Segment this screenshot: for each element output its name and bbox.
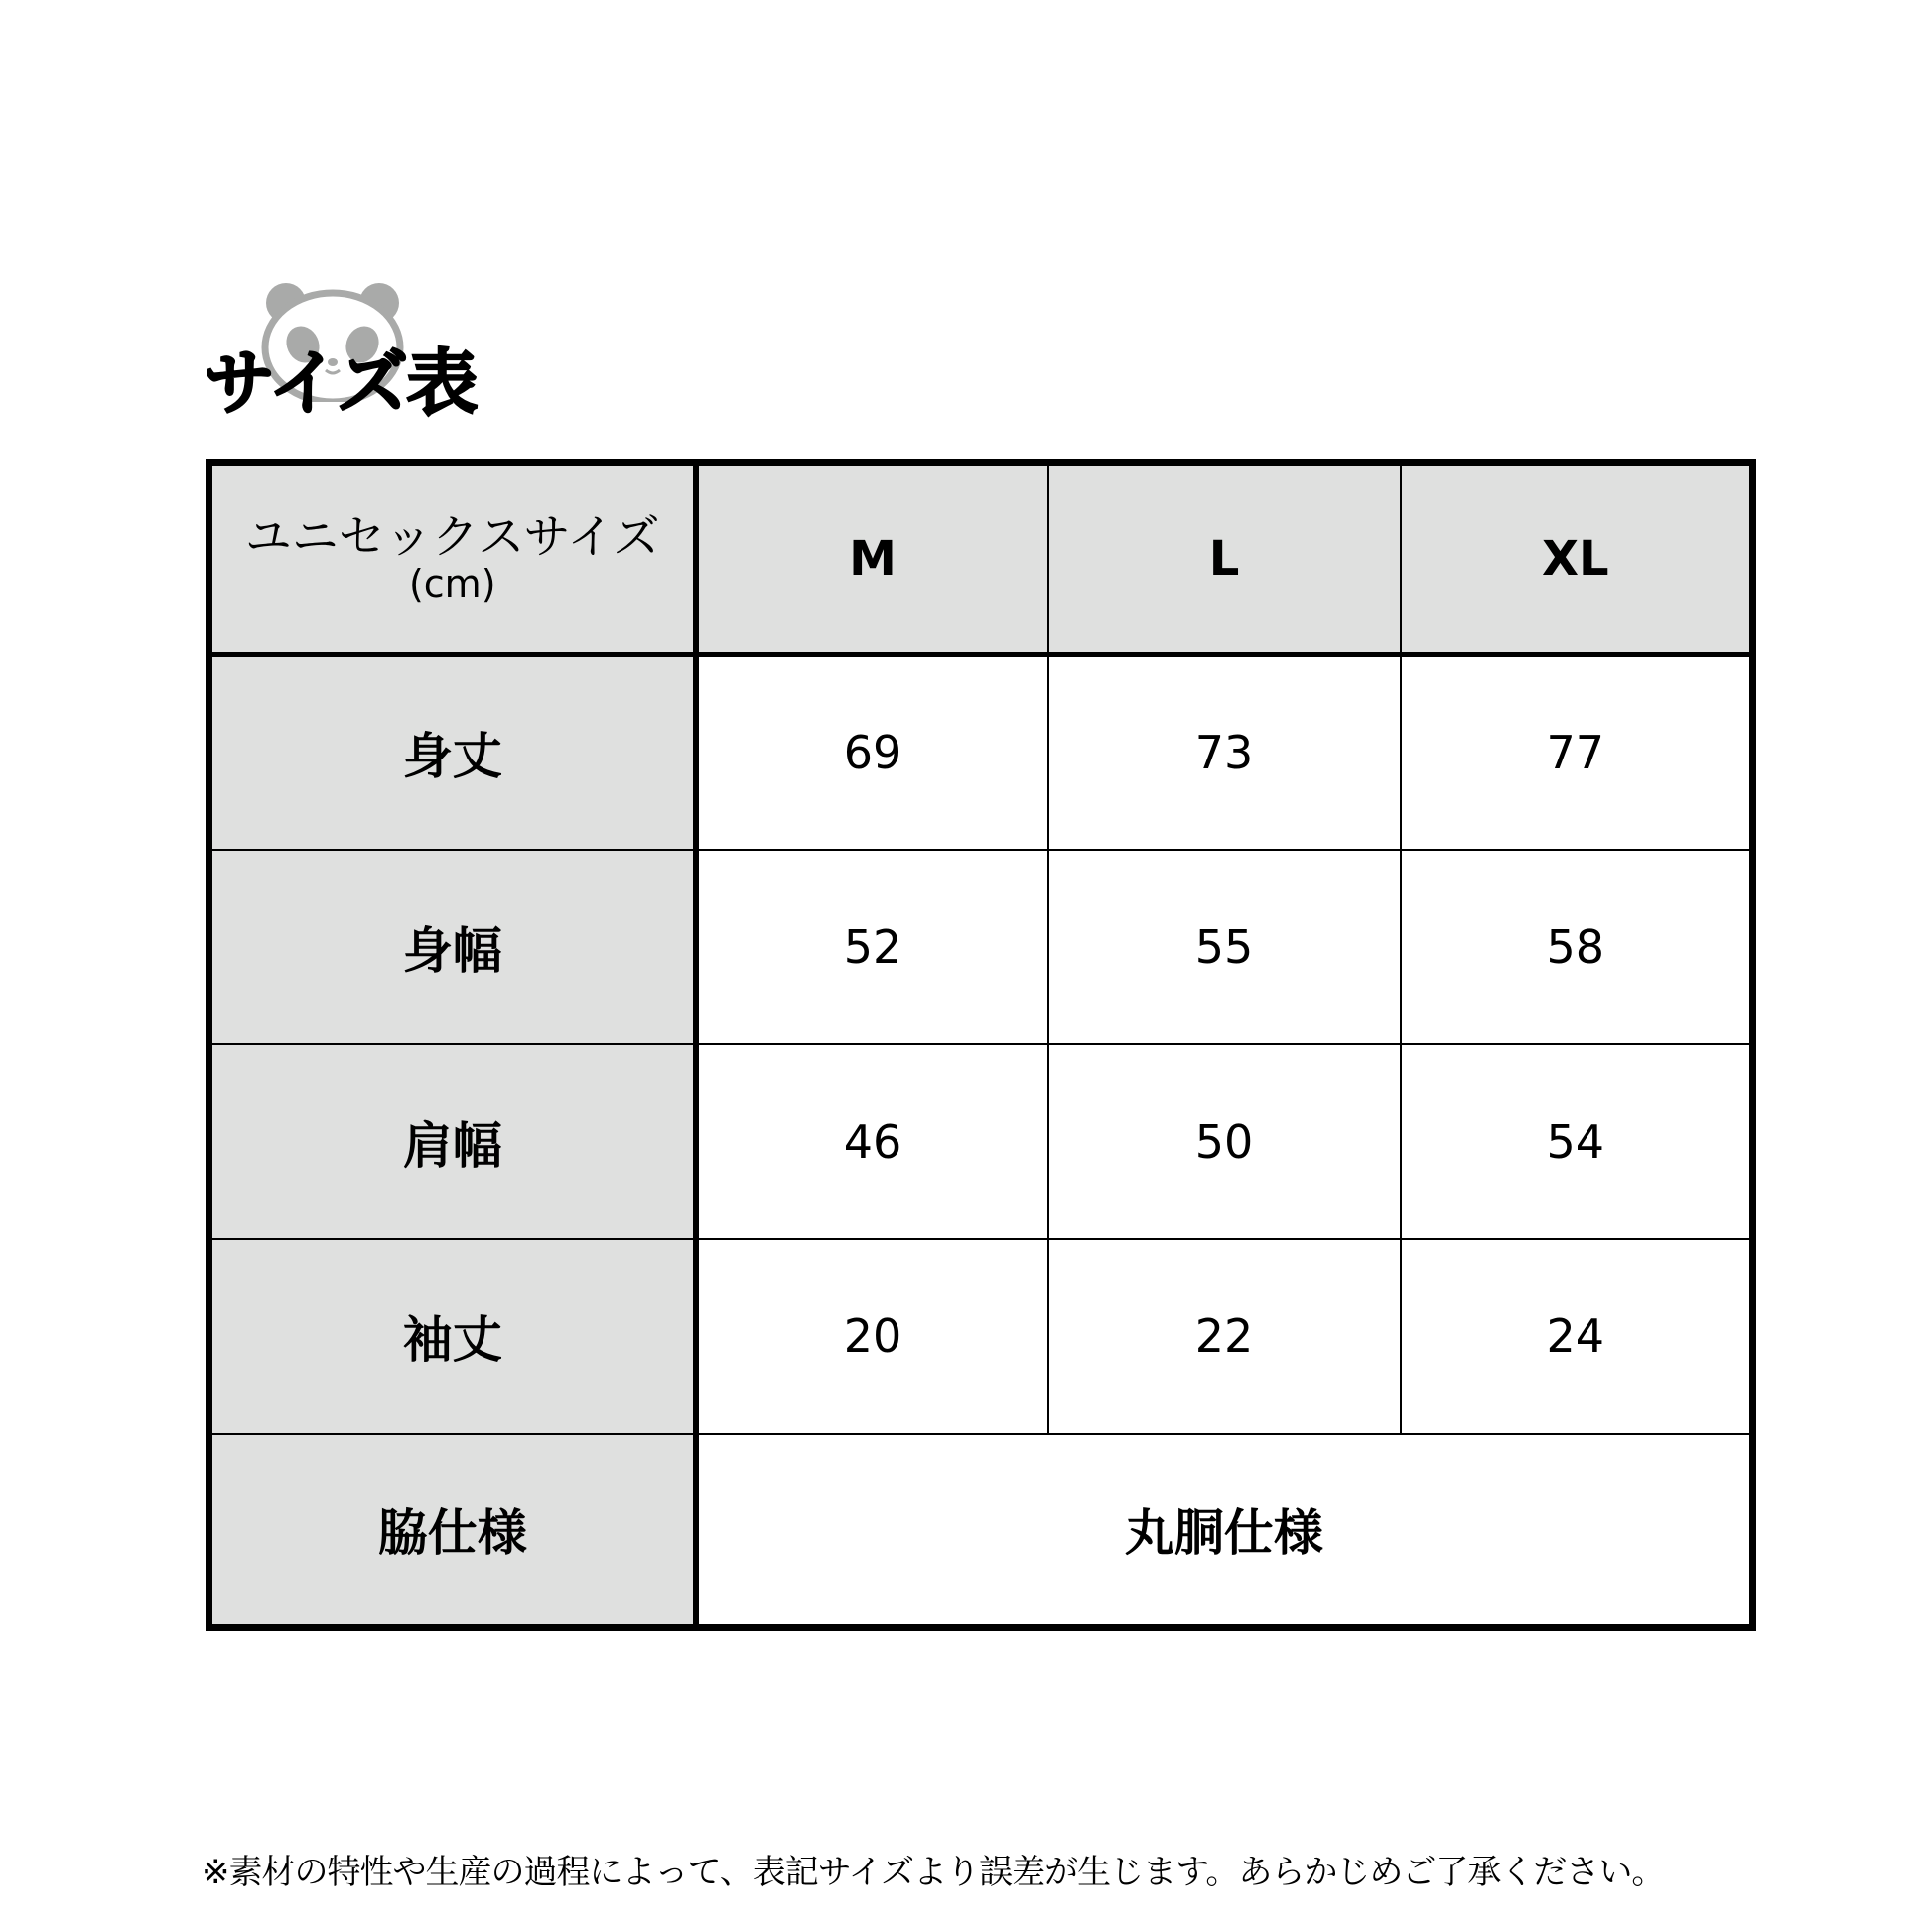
row-label: 肩幅 xyxy=(209,1044,696,1239)
table-row xyxy=(209,1044,1753,1239)
row-label: 身丈 xyxy=(209,655,696,850)
size-header-row xyxy=(209,463,1753,655)
corner-cell xyxy=(209,463,696,655)
table-row xyxy=(209,655,1753,850)
page-title: サイズ表 xyxy=(204,342,477,425)
size-header-l: L xyxy=(1048,463,1401,655)
row-label: 脇仕様 xyxy=(209,1434,696,1628)
size-header-xl: XL xyxy=(1401,463,1753,655)
size-header-m: M xyxy=(696,463,1048,655)
footnote: ※素材の特性や生産の過程によって、表記サイズより誤差が生じます。あらかじめご了承ください。 xyxy=(202,1853,1665,1892)
unit-label: (cm) xyxy=(408,561,496,606)
table-cell: 54 xyxy=(1401,1044,1753,1239)
table-row xyxy=(209,850,1753,1044)
table-cell: 46 xyxy=(696,1044,1048,1239)
row-label: 袖丈 xyxy=(209,1239,696,1434)
table-row xyxy=(209,1239,1753,1434)
table-cell: 22 xyxy=(1048,1239,1401,1434)
row-label: 身幅 xyxy=(209,850,696,1044)
size-table xyxy=(206,459,1756,1631)
spec-row xyxy=(209,1434,1753,1628)
table-cell: 58 xyxy=(1401,850,1753,1044)
spec-value: 丸胴仕様 xyxy=(696,1434,1753,1628)
table-cell: 20 xyxy=(696,1239,1048,1434)
table-cell: 50 xyxy=(1048,1044,1401,1239)
table-cell: 55 xyxy=(1048,850,1401,1044)
table-cell: 69 xyxy=(696,655,1048,850)
table-cell: 52 xyxy=(696,850,1048,1044)
table-cell: 24 xyxy=(1401,1239,1753,1434)
title-block xyxy=(204,263,501,432)
corner-label: ユニセックスサイズ xyxy=(244,510,660,566)
table-cell: 73 xyxy=(1048,655,1401,850)
table-cell: 77 xyxy=(1401,655,1753,850)
